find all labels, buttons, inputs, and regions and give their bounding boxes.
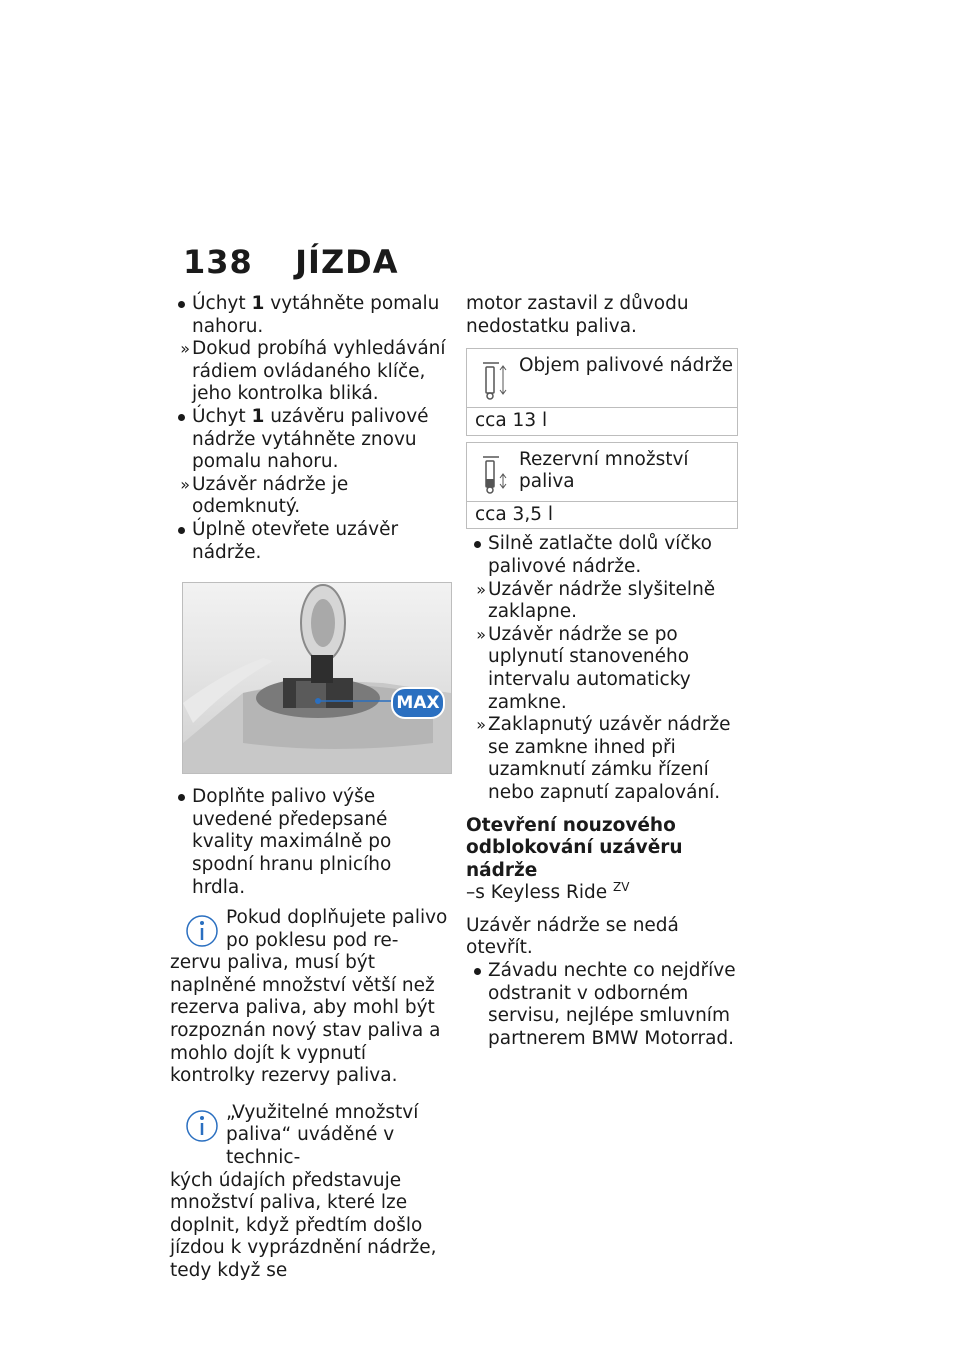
spec-label: Rezervní množství paliva (519, 448, 689, 493)
fuel-filler-illustration (183, 583, 451, 773)
note-text-rest: zervu paliva, musí být naplněné množství větší než rezerva paliva, aby mohl být rozpoznán nový stav paliva a mohlo dojít k vypnutí kontrolky rezervy paliva. (170, 952, 441, 1087)
list-item: Úchyt 1 uzávěru palivové nádrže vytáhněte znovu pomalu nahoru. (170, 406, 450, 474)
list-item: Úplně otevřete uzávěr nádrže. (170, 519, 450, 564)
note-text-rest: kých údajích představuje množství paliva, které lze doplnit, když předtím došlo jízdou k vyprázdnění nádrže, tedy když se (170, 1169, 437, 1281)
list-item: » Uzávěr nádrže slyšitelně zaklapne. (466, 579, 738, 624)
section-intro: Uzávěr nádrže se nedá otevřít. (466, 914, 679, 959)
list-item: Úchyt 1 vytáhněte pomalu nahoru. (170, 293, 450, 338)
info-icon (182, 1106, 222, 1146)
list-item: » Zaklapnutý uzávěr nádrže se zamkne ihned při uzamknutí zámku řízení nebo zapnutí zapalování. (466, 714, 738, 804)
continued-text: motor zastavil z důvodu nedostatku paliva. (466, 293, 689, 337)
list-item: » Uzávěr nádrže se po uplynutí stanoveného intervalu automaticky zamkne. (466, 624, 738, 714)
section-title: JÍZDA (295, 243, 399, 281)
max-badge: MAX (391, 687, 445, 719)
spec-value: cca 3,5 l (475, 503, 554, 525)
list-item: » Dokud probíhá vyhledávání rádiem ovládaného klíče, jeho kontrolka bliká. (170, 338, 450, 406)
optional-equipment-mark: ZV (613, 880, 630, 895)
result-arrow-icon: » (180, 339, 190, 359)
result-arrow-icon: » (476, 624, 486, 644)
list-item: Doplňte palivo výše uvedené předepsané kvality maximálně po spodní hranu plnicího hrdla. (170, 786, 450, 899)
info-note (170, 1102, 450, 1283)
left-column (170, 293, 450, 1283)
spec-table (466, 348, 738, 436)
note-text-first: Pokud doplňujete palivo po poklesu pod re- (226, 907, 448, 951)
result-arrow-icon: » (476, 579, 486, 599)
result-arrow-icon: » (180, 474, 190, 494)
info-icon (182, 911, 222, 951)
info-note (170, 907, 450, 1088)
section-heading: Otevření nouzového odblokování uzávěru nádrže (466, 814, 683, 881)
spec-label: Objem palivové nádrže (519, 355, 734, 377)
list-item: Silně zatlačte dolů víčko palivové nádrže. (466, 533, 738, 578)
section-subheading: –s Keyless Ride $^{ZV}$ (466, 880, 630, 904)
list-item: » Uzávěr nádrže je odemknutý. (170, 474, 450, 519)
result-arrow-icon: » (476, 715, 486, 735)
page-number: 138 (183, 243, 253, 281)
fuel-cap-image (182, 582, 452, 774)
fuel-reserve-icon (481, 455, 511, 495)
page-header (183, 243, 398, 281)
spec-table (466, 442, 738, 530)
list-item: Závadu nechte co nejdříve odstranit v odborném servisu, nejlépe smluvním partnerem BMW Motorrad. (466, 960, 738, 1050)
right-column (466, 293, 738, 1050)
note-text-first: „Využitelné množství paliva“ uváděné v technic- (226, 1101, 419, 1169)
spec-value: cca 13 l (475, 410, 548, 432)
fuel-tank-icon (481, 361, 511, 401)
